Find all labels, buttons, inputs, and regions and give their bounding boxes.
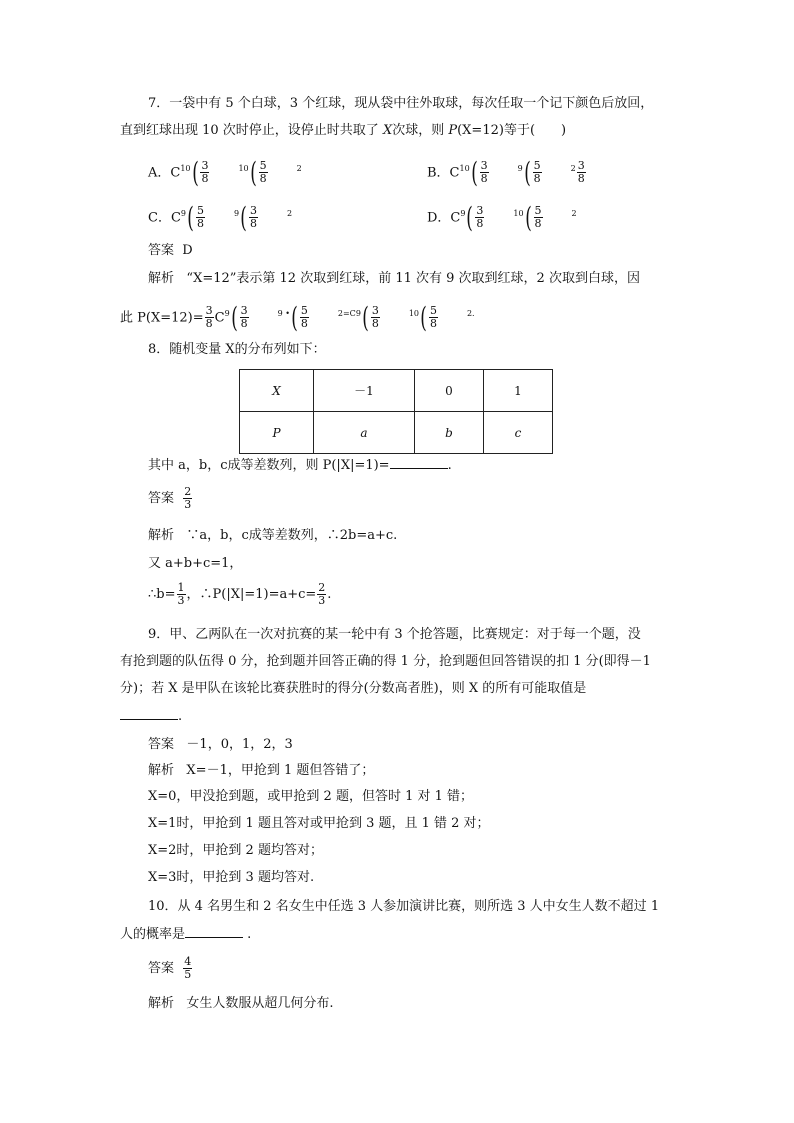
fraction-5-8: $\frac{5}{8}$ [429,304,437,331]
q7-option-c [148,197,292,235]
analysis-text: 此 P(X=12)= [120,310,204,326]
fraction-3-8: $\frac{3}{8}$ [476,204,484,231]
option-d-exp2: 2 [571,209,577,218]
q8-line2-text: 其中 a，b，c成等差数列，则 P(|X|=1)= [148,458,390,473]
q7-analysis-line1 [148,270,640,288]
fraction-3-8: $\frac{3}{8}$ [240,304,248,331]
q8-line2 [148,456,452,475]
open-paren: ( [362,300,369,334]
option-a-exp2: 2 [296,164,302,173]
analysis-text: ∵a，b，c成等差数列，∴2b=a+c. [186,528,398,543]
open-paren: ( [466,200,474,234]
analysis-exp10: 10 [408,309,420,318]
analysis-label: 解析 [148,271,175,286]
answer-fraction: $\frac{4}{5}$ [184,955,192,981]
option-c-sup: 9 [180,209,186,218]
table-row [240,370,553,412]
answer-label: 答案 [148,737,175,752]
q9-line2: 有抢到题的队伍得 0 分，抢到题并回答正确的得 1 分，抢到题但回答错误的扣 1 分(即得－1 [120,654,651,669]
answer-blank [390,456,448,469]
option-c-label: C．C [148,210,181,226]
open-paren: ( [420,300,427,334]
analysis-text: “X=12”表示第 12 次取到红球，前 11 次有 9 次取到红球，2 次取到白球，因 [186,271,640,286]
q8-line1: 8．随机变量 X的分布列如下： [148,342,326,357]
analysis-text: X=－1，甲抢到 1 题但答错了； [186,763,375,778]
analysis-eq-sup: 9 [355,309,361,318]
option-b-exp1: 9 [517,164,523,173]
analysis-end: . [327,587,332,602]
q8-analysis-line1 [148,527,397,545]
option-b-label: B．C [427,165,460,181]
open-paren: ( [249,155,257,189]
fraction-2-3: $\frac{2}{3}$ [318,581,326,607]
q7-line2 [120,122,566,140]
q9-line3: 分)；若 X 是甲队在该轮比赛获胜时的得分(分数高者胜)，则 X 的所有可能取值是 [120,681,587,696]
option-c-exp2: 2 [286,209,293,218]
fraction-5-8: $\frac{5}{8}$ [534,204,542,231]
analysis-text: 女生人数服从超几何分布. [186,996,334,1011]
option-d-label: D．C [427,210,461,226]
q7-line2-var: X [382,123,393,138]
open-paren: ( [470,155,478,189]
q9-line4-end: . [178,709,183,724]
q9-line1: 9．甲、乙两队在一次对抗赛的某一轮中有 3 个抢答题，比赛规定：对于每一个题，没 [148,627,641,642]
q9-analysis-line1 [148,762,374,780]
q7-option-a [148,152,302,190]
q10-analysis-line1 [148,995,334,1013]
table-row [240,412,553,454]
option-c-exp1: 9 [233,209,240,218]
fraction-3-8: $\frac{3}{8}$ [205,304,213,331]
analysis-c-sup: 9 [224,309,230,318]
option-d-exp1: 10 [513,209,524,218]
fraction-3-8: $\frac{3}{8}$ [371,304,379,331]
table-cell: 0 [415,370,484,412]
answer-label: 答案 [148,491,175,506]
option-b-exp2: 2 [570,164,576,173]
option-a-sup: 10 [180,164,191,173]
table-cell: b [415,412,484,454]
q7-line2-text-b: 次球，则 [392,123,449,138]
table-cell: X [240,370,314,412]
open-paren: ( [291,300,298,334]
q7-line2-text-c: (X=12)等于( ) [457,123,567,138]
analysis-c: C [214,310,225,326]
table-cell: 1 [484,370,553,412]
table-cell: P [240,412,314,454]
q7-answer [148,242,193,260]
fraction-5-8: $\frac{5}{8}$ [196,204,204,231]
table-cell: c [484,412,553,454]
answer-fraction: $\frac{2}{3}$ [184,485,192,511]
answer-label: 答案 [148,961,175,976]
fraction-5-8: $\frac{5}{8}$ [533,159,541,186]
option-b-sup: 10 [459,164,470,173]
analysis-text: ∴b= [148,587,176,602]
open-paren: ( [187,200,194,234]
table-cell: －1 [314,370,415,412]
analysis-eq: 2=C [337,309,356,318]
table-cell: a [314,412,415,454]
answer-value: －1，0，1，2，3 [186,737,293,752]
fraction-3-8: $\frac{3}{8}$ [577,159,585,186]
open-paren: ( [240,200,247,234]
q9-analysis-line4: X=2时，甲抢到 2 题均答对； [148,843,323,858]
open-paren: ( [523,155,531,189]
open-paren: ( [230,300,238,334]
q7-option-d [427,197,577,235]
q8-answer [148,482,193,516]
answer-blank [185,925,243,938]
q8-analysis-line3 [148,578,331,612]
answer-label: 答案 [148,243,175,258]
q10-answer [148,952,193,986]
q10-line1: 10．从 4 名男生和 2 名女生中任选 3 人参加演讲比赛，则所选 3 人中女生人数不超过 1 [148,899,660,914]
q7-line2-p: P [448,123,458,138]
q7-line2-text-a: 直到红球出现 10 次时停止，设停止时共取了 [120,123,383,138]
q10-line2-end: . [243,927,252,942]
open-paren: ( [191,155,199,189]
analysis-text: ，∴P(|X|=1)=a+c= [186,587,317,602]
q9-analysis-line2: X=0，甲没抢到题，或甲抢到 2 题，但答时 1 对 1 错； [148,789,474,804]
analysis-label: 解析 [148,996,175,1011]
fraction-1-3: $\frac{1}{3}$ [177,581,185,607]
answer-blank [120,707,178,720]
q8-line2-end: . [447,458,452,473]
analysis-end: 2. [466,309,475,318]
q9-analysis-line5: X=3时，甲抢到 3 题均答对. [148,870,315,885]
answer-value: D [182,243,193,258]
fraction-3-8: $\frac{3}{8}$ [480,159,488,186]
q9-answer [148,736,293,754]
open-paren: ( [524,200,532,234]
q10-line2 [120,925,251,944]
option-a-label: A．C [148,165,181,181]
fraction-5-8: $\frac{5}{8}$ [300,304,308,331]
q9-analysis-line3: X=1时，甲抢到 1 题且答对或甲抢到 3 题，且 1 错 2 对； [148,816,490,831]
q10-line2-text: 人的概率是 [120,927,186,942]
fraction-3-8: $\frac{3}{8}$ [201,159,209,186]
fraction-5-8: $\frac{5}{8}$ [259,159,267,186]
q9-line4 [120,707,182,726]
option-d-sup: 9 [460,209,466,218]
q7-analysis-line2 [120,297,475,335]
distribution-table [239,369,553,454]
analysis-dot: 9 • [277,309,290,318]
analysis-label: 解析 [148,528,175,543]
analysis-label: 解析 [148,763,175,778]
option-a-exp1: 10 [238,164,249,173]
q7-line1: 7．一袋中有 5 个白球，3 个红球，现从袋中往外取球，每次任取一个记下颜色后放回， [148,96,654,111]
fraction-3-8: $\frac{3}{8}$ [249,204,257,231]
q8-analysis-line2: 又 a+b+c=1， [148,556,243,571]
q7-option-b [427,152,587,190]
